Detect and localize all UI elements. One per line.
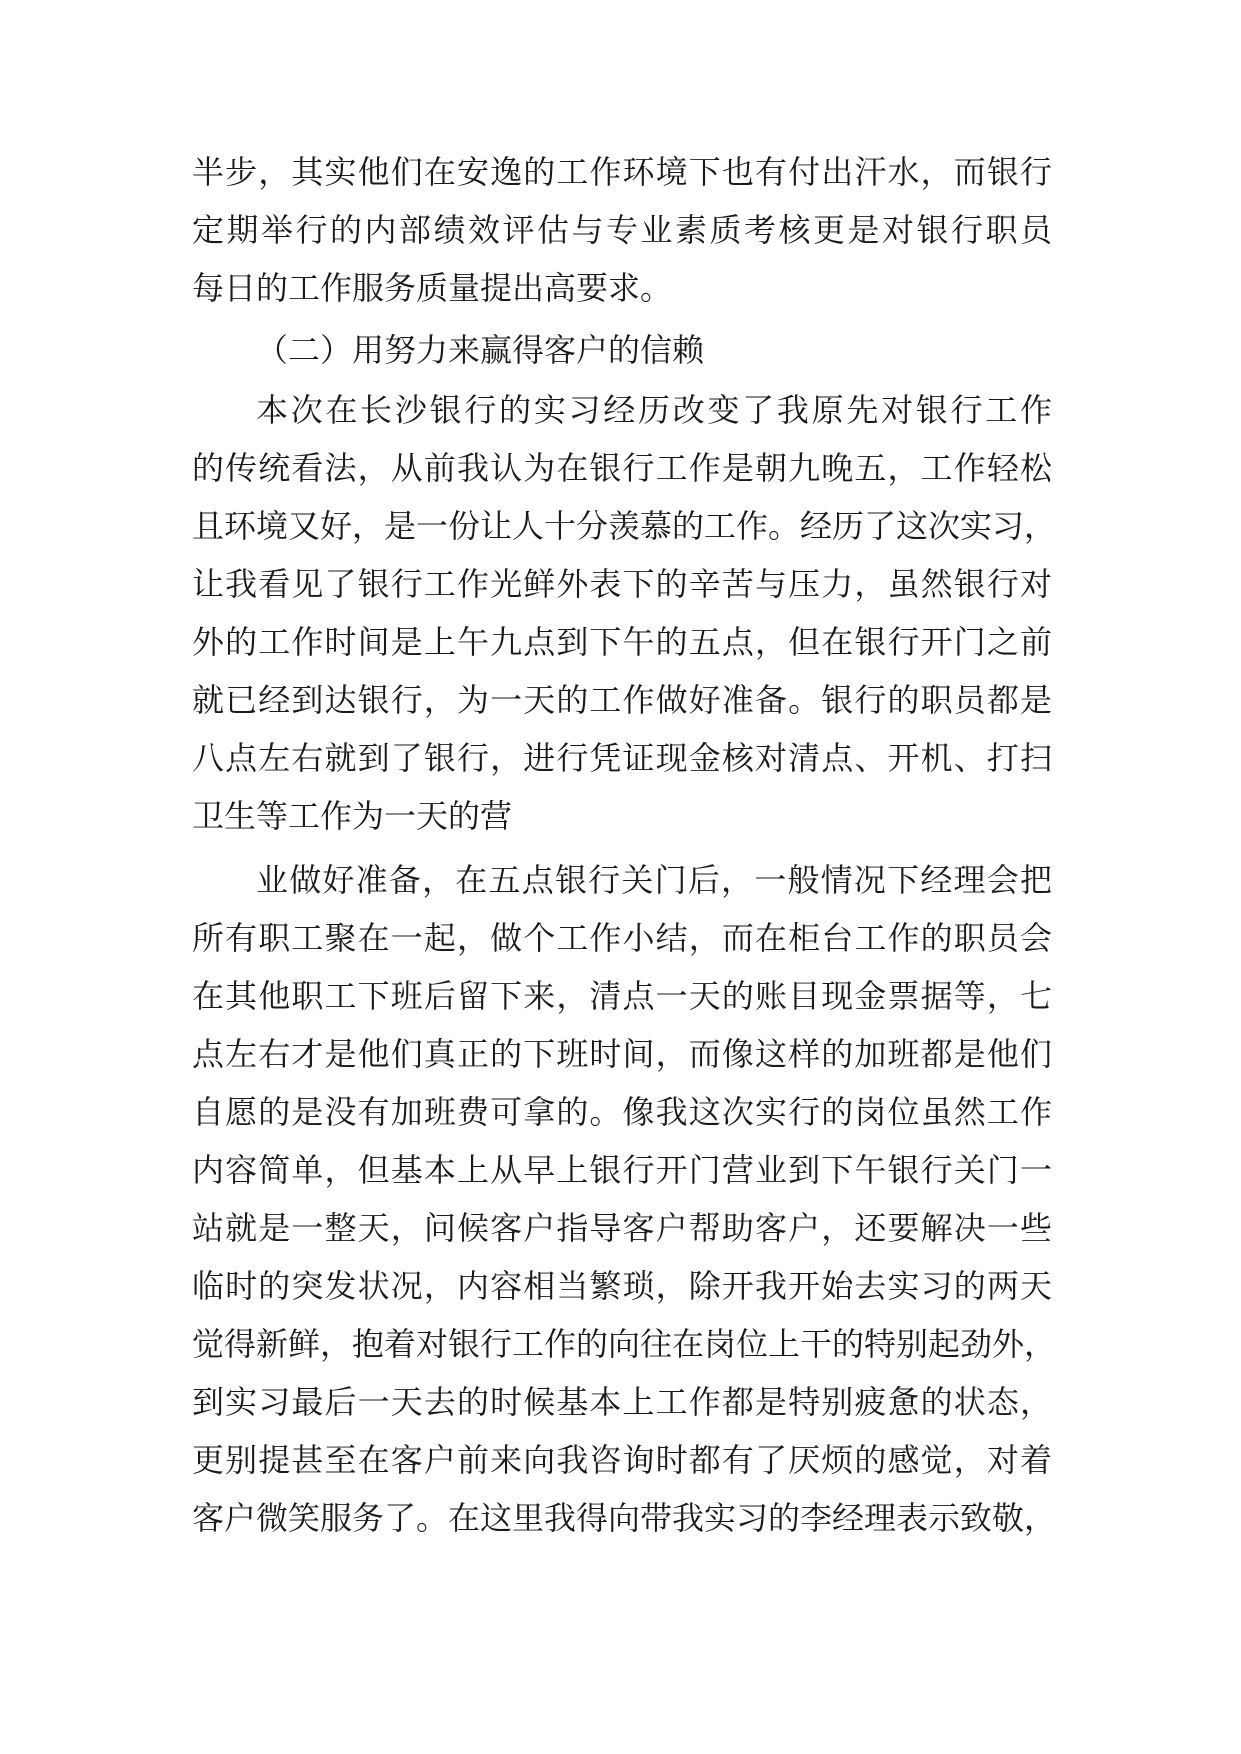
text-line: 所有职工聚在一起，做个工作小结，而在柜台工作的职员会 (192, 919, 1052, 957)
paragraph-first-line: 本次在长沙银行的实习经历改变了我原先对银行工作 (256, 391, 1052, 429)
paragraph-first-line: 业做好准备，在五点银行关门后，一般情况下经理会把 (256, 861, 1052, 899)
text-line: 客户微笑服务了。在这里我得向带我实习的李经理表示致敬， (192, 1499, 1057, 1537)
text-line: 八点左右就到了银行，进行凭证现金核对清点、开机、打扫 (192, 739, 1052, 777)
text-line: 点左右才是他们真正的下班时间，而像这样的加班都是他们 (192, 1035, 1052, 1073)
text-line: 内容简单，但基本上从早上银行开门营业到下午银行关门一 (192, 1151, 1052, 1189)
text-line: 每日的工作服务质量提出高要求。 (192, 269, 673, 307)
text-line: 卫生等工作为一天的营 (192, 797, 513, 835)
text-line: 的传统看法，从前我认为在银行工作是朝九晚五，工作轻松 (192, 449, 1052, 487)
text-line: 在其他职工下班后留下来，清点一天的账目现金票据等，七 (192, 977, 1052, 1015)
text-line: 觉得新鲜，抱着对银行工作的向往在岗位上干的特别起劲外， (192, 1325, 1057, 1363)
text-line: 到实习最后一天去的时候基本上工作都是特别疲惫的状态， (192, 1383, 1052, 1421)
text-line: 临时的突发状况，内容相当繁琐，除开我开始去实习的两天 (192, 1267, 1052, 1305)
text-line: 让我看见了银行工作光鲜外表下的辛苦与压力，虽然银行对 (192, 565, 1052, 603)
text-line: 自愿的是没有加班费可拿的。像我这次实行的岗位虽然工作 (192, 1093, 1052, 1131)
text-line: 定期举行的内部绩效评估与专业素质考核更是对银行职员 (192, 211, 1052, 249)
section-heading: （二）用努力来赢得客户的信赖 (256, 331, 705, 369)
text-line: 且环境又好，是一份让人十分羡慕的工作。经历了这次实习， (192, 507, 1057, 545)
text-line: 站就是一整天，问候客户指导客户帮助客户，还要解决一些 (192, 1209, 1052, 1247)
text-line: 就已经到达银行，为一天的工作做好准备。银行的职员都是 (192, 681, 1052, 719)
text-line: 外的工作时间是上午九点到下午的五点，但在银行开门之前 (192, 623, 1052, 661)
text-line: 半步，其实他们在安逸的工作环境下也有付出汗水，而银行 (192, 153, 1052, 191)
text-line: 更别提甚至在客户前来向我咨询时都有了厌烦的感觉，对着 (192, 1441, 1052, 1479)
